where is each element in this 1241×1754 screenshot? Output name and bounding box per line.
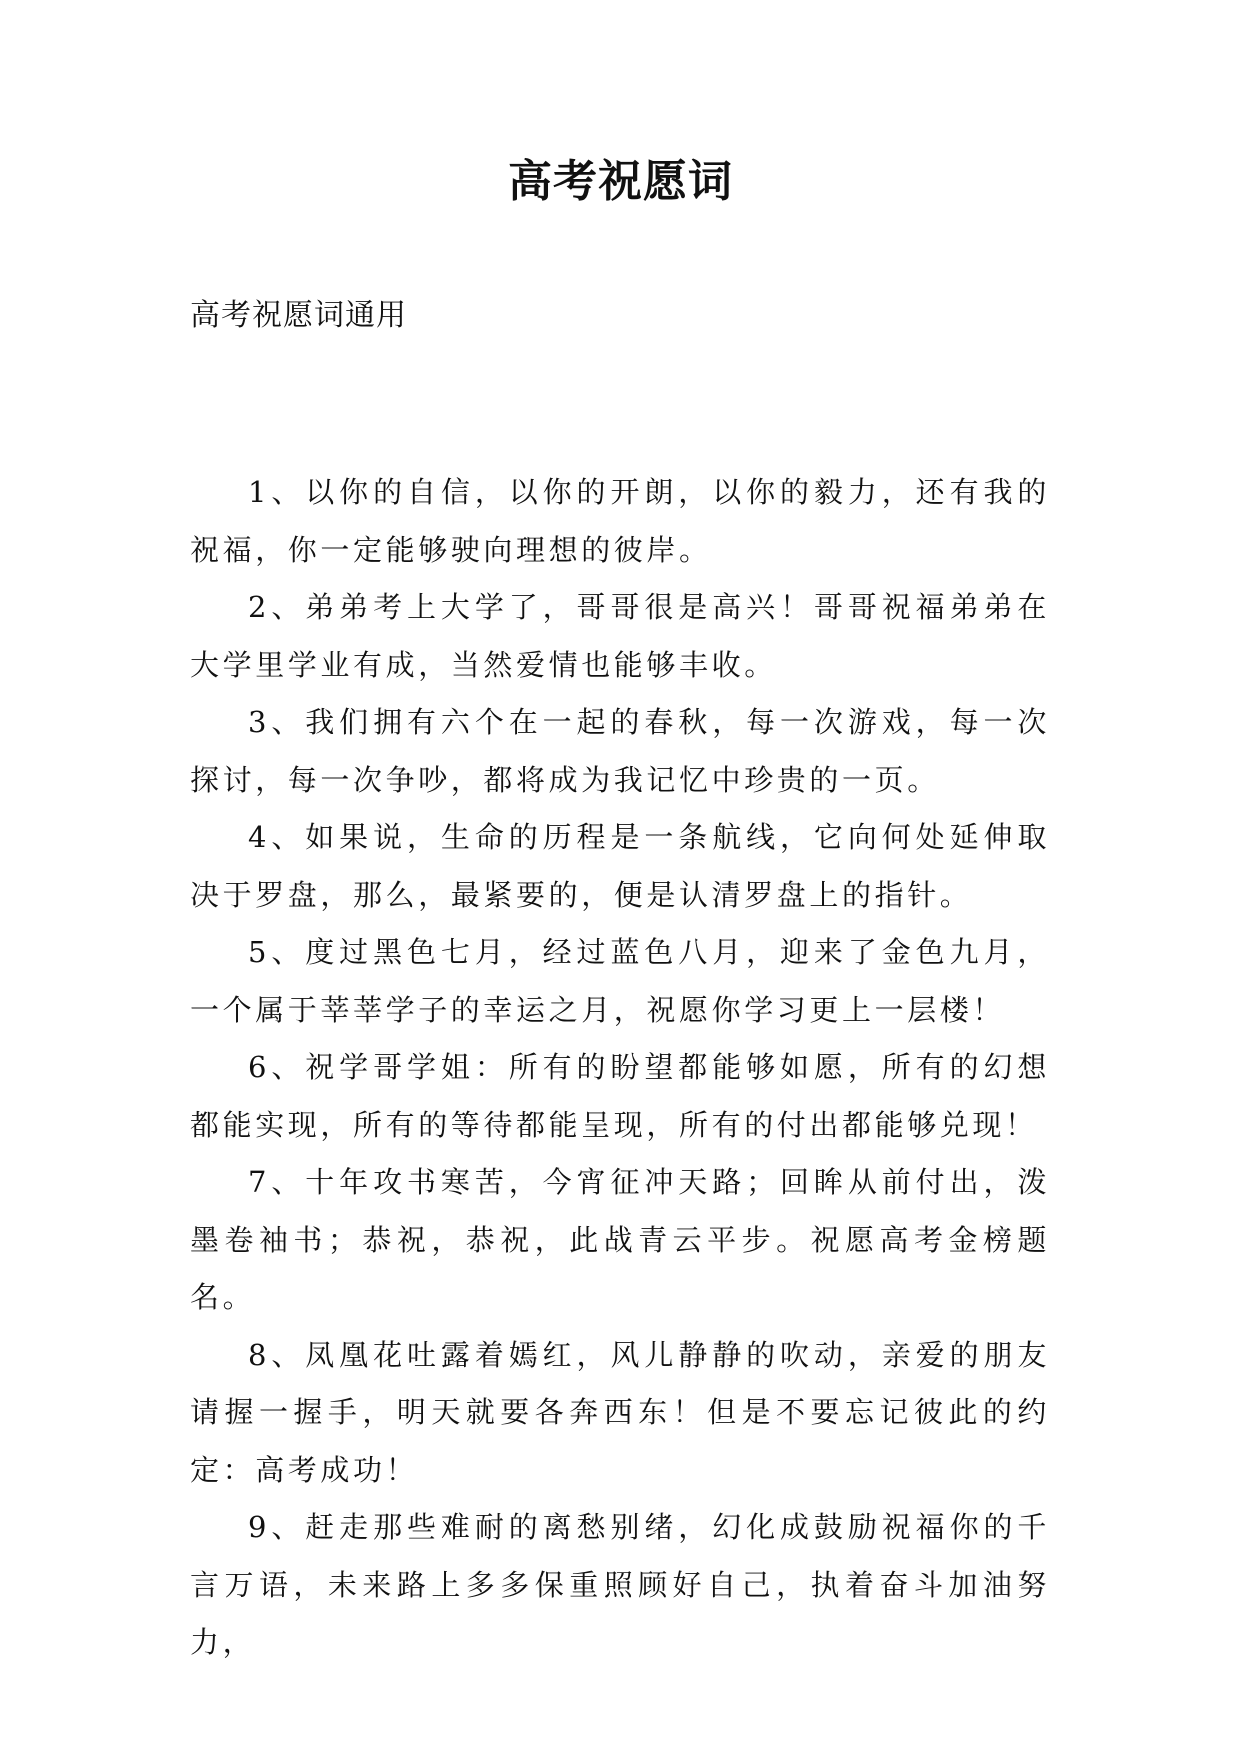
paragraph-3: 3、我们拥有六个在一起的春秋，每一次游戏，每一次探讨，每一次争吵，都将成为我记忆中珍贵的一页。: [190, 705, 1050, 797]
paragraph-4: 4、如果说，生命的历程是一条航线，它向何处延伸取决于罗盘，那么，最紧要的，便是认清罗盘上的指针。: [190, 820, 1050, 912]
document-subtitle: 高考祝愿词通用: [190, 298, 407, 333]
paragraph-8: 8、凤凰花吐露着嫣红，风儿静静的吹动，亲爱的朋友请握一握手，明天就要各奔西东！但是不要忘记彼此的约定：高考成功！: [190, 1337, 1050, 1487]
paragraph-2: 2、弟弟考上大学了，哥哥很是高兴！哥哥祝福弟弟在大学里学业有成，当然爱情也能够丰收。: [190, 590, 1050, 682]
paragraph-9: 9、赶走那些难耐的离愁别绪，幻化成鼓励祝福你的千言万语，未来路上多多保重照顾好自己，执着奋斗加油努力，: [190, 1510, 1050, 1659]
document-body: [190, 464, 1050, 1672]
paragraph-1: 1、以你的自信，以你的开朗，以你的毅力，还有我的祝福，你一定能够驶向理想的彼岸。: [190, 475, 1050, 567]
paragraph-7: 7、十年攻书寒苦，今宵征冲天路；回眸从前付出，泼墨卷袖书；恭祝，恭祝，此战青云平步。祝愿高考金榜题名。: [190, 1165, 1050, 1314]
paragraph-5: 5、度过黑色七月，经过蓝色八月，迎来了金色九月，一个属于莘莘学子的幸运之月，祝愿你学习更上一层楼！: [190, 935, 1050, 1027]
paragraph-6: 6、祝学哥学姐：所有的盼望都能够如愿，所有的幻想都能实现，所有的等待都能呈现，所有的付出都能够兑现！: [190, 1050, 1050, 1142]
document-title: 高考祝愿词: [508, 156, 733, 207]
